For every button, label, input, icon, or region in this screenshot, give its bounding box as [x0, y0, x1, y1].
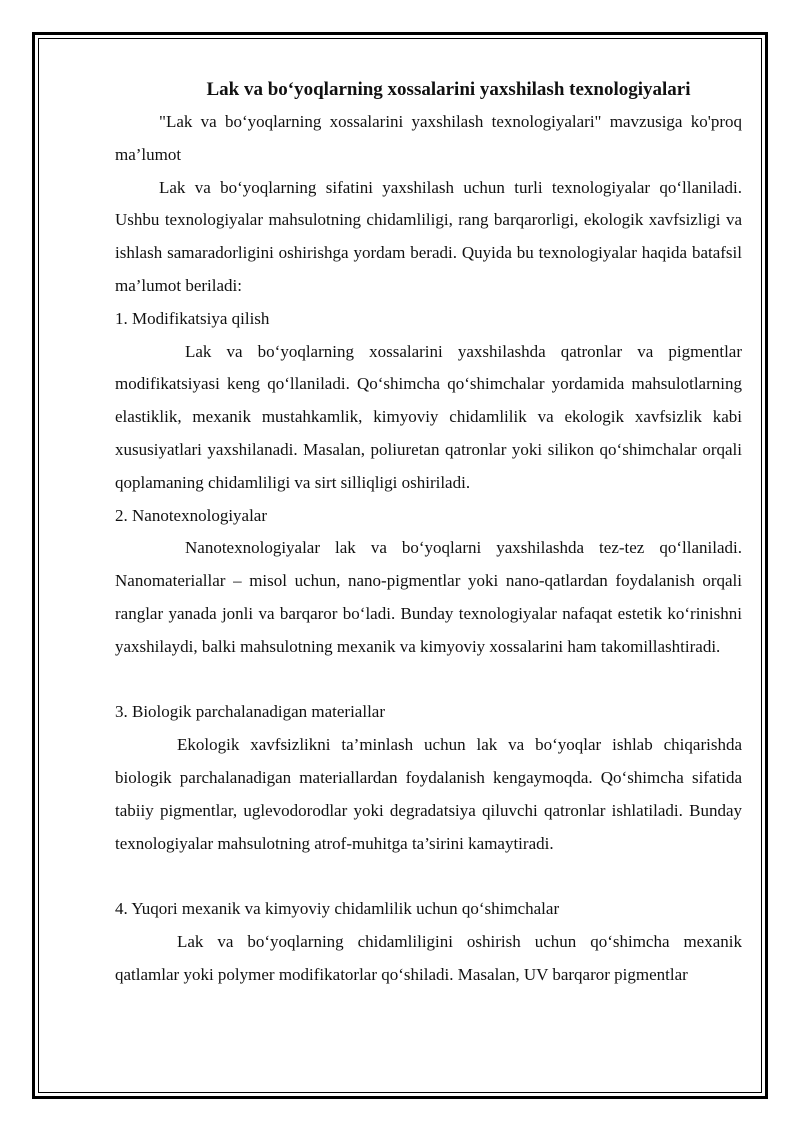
section-body-3: Ekologik xavfsizlikni ta’minlash uchun lak va bo‘yoqlar ishlab chiqarishda biologik parchalanadigan materiallardan foydalanish kengaymoqda. Qo‘shimcha sifatida tabiiy pigmentlar, uglevodorodlar yoki degradatsiya qiluvchi qatronlar ishlatiladi. Bunday texnologiyalar mahsulotning atrof-muhitga ta’sirini kamaytiradi. [115, 735, 742, 853]
section-body-4: Lak va bo‘yoqlarning chidamliligini oshirish uchun qo‘shimcha mexanik qatlamlar yoki polymer modifikatorlar qo‘shiladi. Masalan, UV barqaror pigmentlar [115, 931, 742, 984]
paragraph-spacer [115, 860, 742, 893]
document-page [115, 74, 742, 992]
section-heading-2: 2. Nanotexnologiyalar [115, 505, 268, 525]
intro-paragraph-2: Lak va bo‘yoqlarning sifatini yaxshilash uchun turli texnologiyalar qo‘llaniladi. Ushbu texnologiyalar mahsulotning chidamliligi, rang barqarorligi, ekologik xavfsizligi va ishlash samaradorligini oshirishga yordam beradi. Quyida bu texnologiyalar haqida batafsil ma’lumot beriladi: [115, 177, 742, 295]
document-title: Lak va bo‘yoqlarning xossalarini yaxshilash texnologiyalari [206, 79, 691, 100]
section-heading-4: 4. Yuqori mexanik va kimyoviy chidamlilik uchun qo‘shimchalar [115, 899, 560, 919]
section-body-1: Lak va bo‘yoqlarning xossalarini yaxshilashda qatronlar va pigmentlar modifikatsiyasi keng qo‘llaniladi. Qo‘shimcha qo‘shimchalar yordamida mahsulotlarning elastiklik, mexanik mustahkamlik, kimyoviy chidamlilik va ekologik xavfsizlik kabi xususiyatlari yaxshilanadi. Masalan, poliuretan qatronlar yoki silikon qo‘shimchalar orqali qoplamaning chidamliligi va sirt silliqligi oshiriladi. [115, 341, 742, 492]
section-heading-3: 3. Biologik parchalanadigan materiallar [115, 702, 386, 722]
paragraph-spacer [115, 664, 742, 697]
intro-paragraph-1: "Lak va bo‘yoqlarning xossalarini yaxshilash texnologiyalari" mavzusiga ko'proq ma’lumot [115, 112, 742, 164]
section-body-2: Nanotexnologiyalar lak va bo‘yoqlarni yaxshilashda tez-tez qo‘llaniladi. Nanomateriallar – misol uchun, nano-pigmentlar yoki nano-qatlardan foydalanish orqali ranglar yanada jonli va barqaror bo‘ladi. Bunday texnologiyalar nafaqat estetik ko‘rinishni yaxshilaydi, balki mahsulotning mexanik va kimyoviy xossalarini ham takomillashtiradi. [115, 538, 742, 656]
section-heading-1: 1. Modifikatsiya qilish [115, 308, 270, 328]
